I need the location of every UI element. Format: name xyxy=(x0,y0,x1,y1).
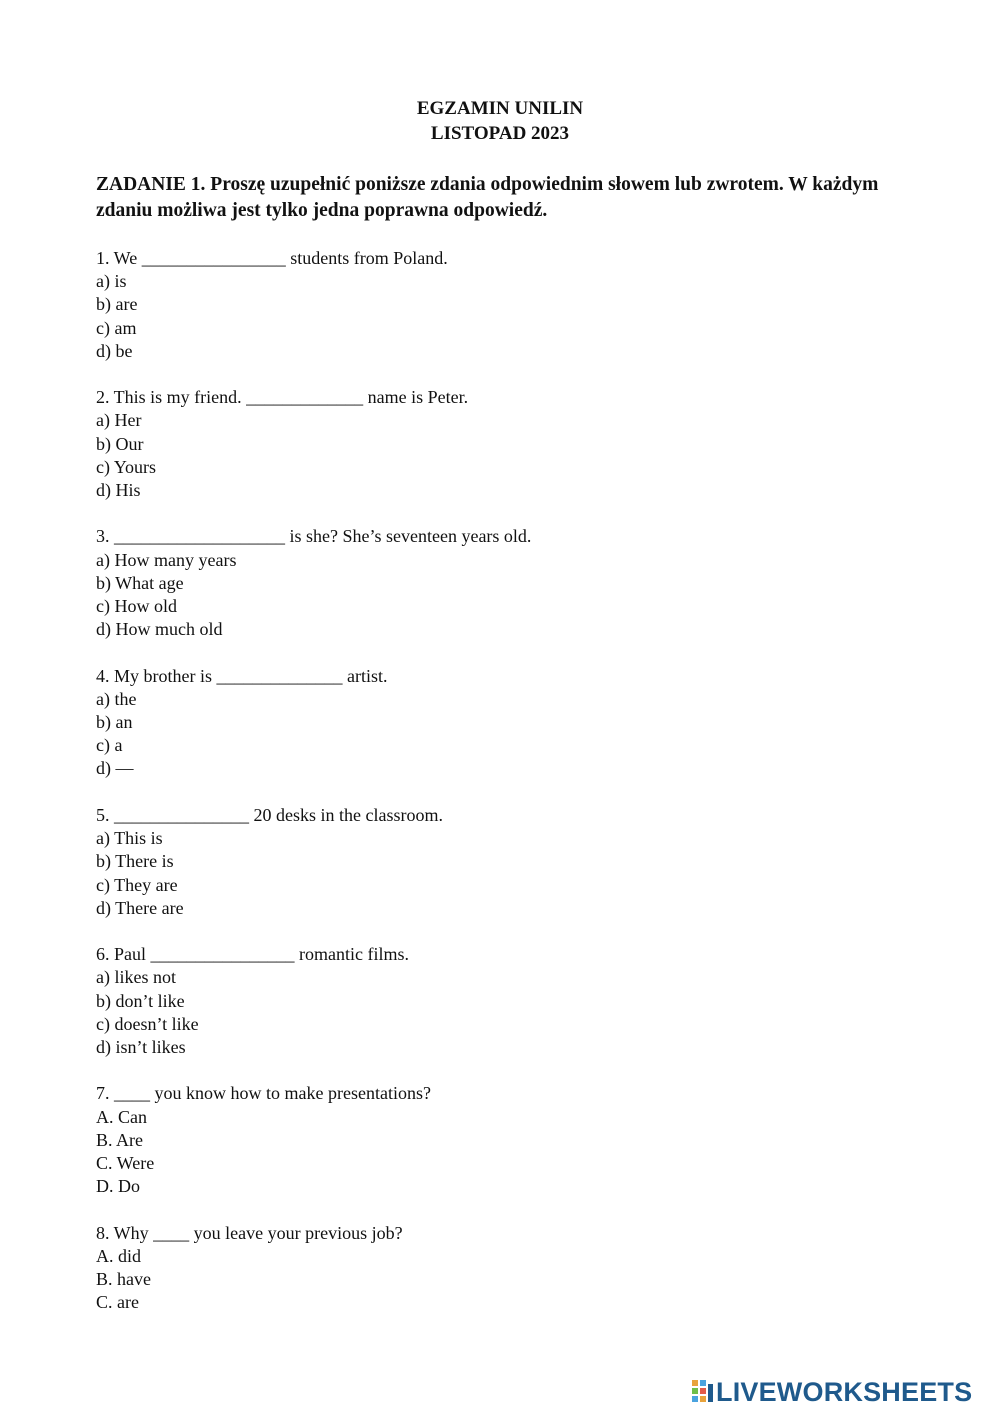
answer-option[interactable]: c) a xyxy=(96,735,123,756)
question-2 xyxy=(96,386,916,502)
question-text: 6. Paul ________________ romantic films. xyxy=(96,944,409,965)
question-4 xyxy=(96,665,916,781)
answer-option[interactable]: d) His xyxy=(96,479,141,500)
answer-option[interactable]: b) There is xyxy=(96,851,174,872)
answer-option[interactable]: d) — xyxy=(96,758,134,779)
liveworksheets-brand[interactable] xyxy=(692,1376,972,1408)
answer-option[interactable]: a) is xyxy=(96,271,127,292)
answer-option[interactable]: B. Are xyxy=(96,1129,143,1150)
answer-option[interactable]: a) Her xyxy=(96,410,142,431)
question-3 xyxy=(96,525,916,641)
answer-option[interactable]: A. Can xyxy=(96,1106,147,1127)
answer-option[interactable]: b) What age xyxy=(96,572,184,593)
answer-option[interactable]: d) How much old xyxy=(96,619,223,640)
question-7 xyxy=(96,1082,916,1198)
question-text: 7. ____ you know how to make presentations? xyxy=(96,1083,431,1104)
answer-option[interactable]: C. are xyxy=(96,1292,139,1313)
answer-option[interactable]: a) This is xyxy=(96,828,163,849)
exam-header xyxy=(0,96,1000,146)
answer-option[interactable]: a) How many years xyxy=(96,549,237,570)
question-5 xyxy=(96,804,916,920)
answer-option[interactable]: B. have xyxy=(96,1269,151,1290)
question-text: 1. We ________________ students from Poland. xyxy=(96,248,448,268)
question-text: 3. ___________________ is she? She’s seventeen years old. xyxy=(96,526,532,547)
answer-option[interactable]: A. did xyxy=(96,1245,141,1266)
answer-option[interactable]: d) isn’t likes xyxy=(96,1036,186,1057)
answer-option[interactable]: a) likes not xyxy=(96,967,176,988)
task-instruction: ZADANIE 1. Proszę uzupełnić poniższe zdania odpowiednim słowem lub zwrotem. W każdym zdaniu możliwa jest tylko jedna poprawna odpowiedź. xyxy=(96,174,879,221)
question-text: 5. _______________ 20 desks in the classroom. xyxy=(96,804,443,825)
answer-option[interactable]: b) don’t like xyxy=(96,990,185,1011)
question-1 xyxy=(96,247,916,363)
question-text: 4. My brother is ______________ artist. xyxy=(96,665,388,686)
brand-name: LIVEWORKSHEETS xyxy=(716,1376,973,1407)
answer-option[interactable]: c) am xyxy=(96,317,137,338)
liveworksheets-logo-icon xyxy=(692,1380,714,1404)
answer-option[interactable]: D. Do xyxy=(96,1176,140,1197)
exam-title: EGZAMIN UNILIN xyxy=(416,98,584,119)
answer-option[interactable]: d) be xyxy=(96,340,133,361)
question-text: 8. Why ____ you leave your previous job? xyxy=(96,1222,403,1243)
answer-option[interactable]: b) are xyxy=(96,294,138,315)
question-text: 2. This is my friend. _____________ name is Peter. xyxy=(96,387,469,408)
answer-option[interactable]: d) There are xyxy=(96,897,184,918)
answer-option[interactable]: b) Our xyxy=(96,433,144,454)
answer-option[interactable]: c) Yours xyxy=(96,456,157,477)
answer-option[interactable]: b) an xyxy=(96,712,133,733)
question-list xyxy=(96,247,916,1338)
answer-option[interactable]: C. Were xyxy=(96,1152,155,1173)
answer-option[interactable]: a) the xyxy=(96,688,137,709)
answer-option[interactable]: c) They are xyxy=(96,874,178,895)
answer-option[interactable]: c) How old xyxy=(96,596,177,617)
exam-date: LISTOPAD 2023 xyxy=(430,123,570,144)
answer-option[interactable]: c) doesn’t like xyxy=(96,1013,199,1034)
question-8 xyxy=(96,1222,916,1315)
question-6 xyxy=(96,943,916,1059)
